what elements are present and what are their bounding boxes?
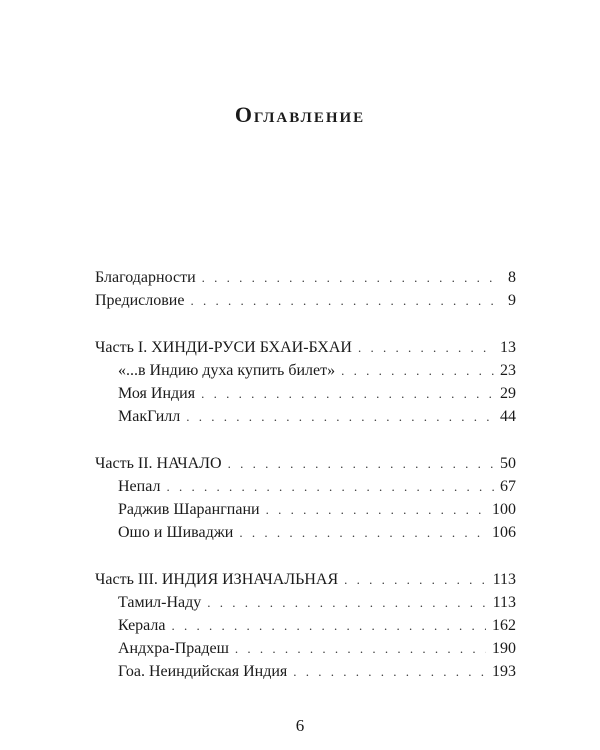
toc-entry-part-3 — [95, 571, 516, 593]
toc-entry-label: Благодарности — [95, 269, 196, 286]
toc-title: Оглавление — [234, 102, 366, 127]
toc-leader-dots — [239, 525, 486, 541]
toc-entry-page: 9 — [508, 292, 516, 309]
toc-entry-label: МакГилл — [118, 408, 181, 425]
toc-entry-page: 162 — [492, 617, 516, 634]
toc-leader-dots — [344, 572, 486, 588]
toc-entry-chapter — [118, 362, 516, 384]
toc-leader-dots — [341, 363, 494, 379]
toc-entry-label: Часть III. ИНДИЯ ИЗНАЧАЛЬНАЯ — [95, 571, 339, 588]
toc-leader-dots — [235, 641, 486, 657]
toc-entry-chapter — [118, 524, 516, 546]
toc-entry-label: Часть I. ХИНДИ-РУСИ БХАИ-БХАИ — [95, 339, 352, 356]
toc-entry-page: 44 — [500, 408, 516, 425]
toc-entry-page: 106 — [492, 524, 516, 541]
page-number: 6 — [295, 716, 305, 735]
toc-entry-label: Тамил-Наду — [118, 594, 202, 611]
toc-entry-chapter — [118, 478, 516, 500]
toc-entry-page: 67 — [500, 478, 516, 495]
toc-entry-page: 193 — [492, 663, 516, 680]
toc-entry-preface — [95, 292, 516, 314]
toc-entry-label: Андхра-Прадеш — [118, 640, 229, 657]
toc-leader-dots — [202, 270, 502, 286]
toc-entry-page: 50 — [500, 455, 516, 472]
toc-entry-label: Моя Индия — [118, 385, 196, 402]
toc-leader-dots — [186, 409, 494, 425]
toc-leader-dots — [190, 293, 502, 309]
toc-entry-page: 100 — [492, 501, 516, 518]
toc-leader-dots — [266, 502, 486, 518]
toc-entry-chapter — [118, 617, 516, 639]
toc-leader-dots — [201, 386, 494, 402]
toc-entry-label: Раджив Шарангпани — [118, 501, 260, 518]
toc-leader-dots — [172, 618, 487, 634]
toc-entry-label: Непал — [118, 478, 161, 495]
toc-entry-acknowledgements — [95, 269, 516, 291]
toc-entry-label: Керала — [118, 617, 166, 634]
toc-entry-label: «...в Индию духа купить билет» — [118, 362, 336, 379]
toc-entry-page: 113 — [492, 571, 516, 588]
toc-entry-page: 8 — [508, 269, 516, 286]
toc-entry-page: 13 — [500, 339, 516, 356]
toc-entry-part-2 — [95, 455, 516, 477]
toc-entry-label: Предисловие — [95, 292, 185, 309]
toc-entry-page: 23 — [500, 362, 516, 379]
toc-leader-dots — [207, 595, 486, 611]
toc-entry-label: Гоа. Неиндийская Индия — [118, 663, 288, 680]
toc-entry-chapter — [118, 663, 516, 685]
toc-entry-chapter — [118, 640, 516, 662]
toc-entry-page: 190 — [492, 640, 516, 657]
toc-entry-label: Ошо и Шиваджи — [118, 524, 234, 541]
toc-leader-dots — [293, 664, 486, 680]
toc-entry-chapter — [118, 385, 516, 407]
toc-entry-label: Часть II. НАЧАЛО — [95, 455, 222, 472]
toc-entry-part-1 — [95, 339, 516, 361]
toc-leader-dots — [166, 479, 494, 495]
toc-leader-dots — [358, 340, 494, 356]
toc-leader-dots — [228, 456, 494, 472]
toc-entry-chapter — [118, 594, 516, 616]
toc-entry-chapter — [118, 408, 516, 430]
toc-entry-page: 29 — [500, 385, 516, 402]
toc-entry-page: 113 — [492, 594, 516, 611]
toc-entry-chapter — [118, 501, 516, 523]
